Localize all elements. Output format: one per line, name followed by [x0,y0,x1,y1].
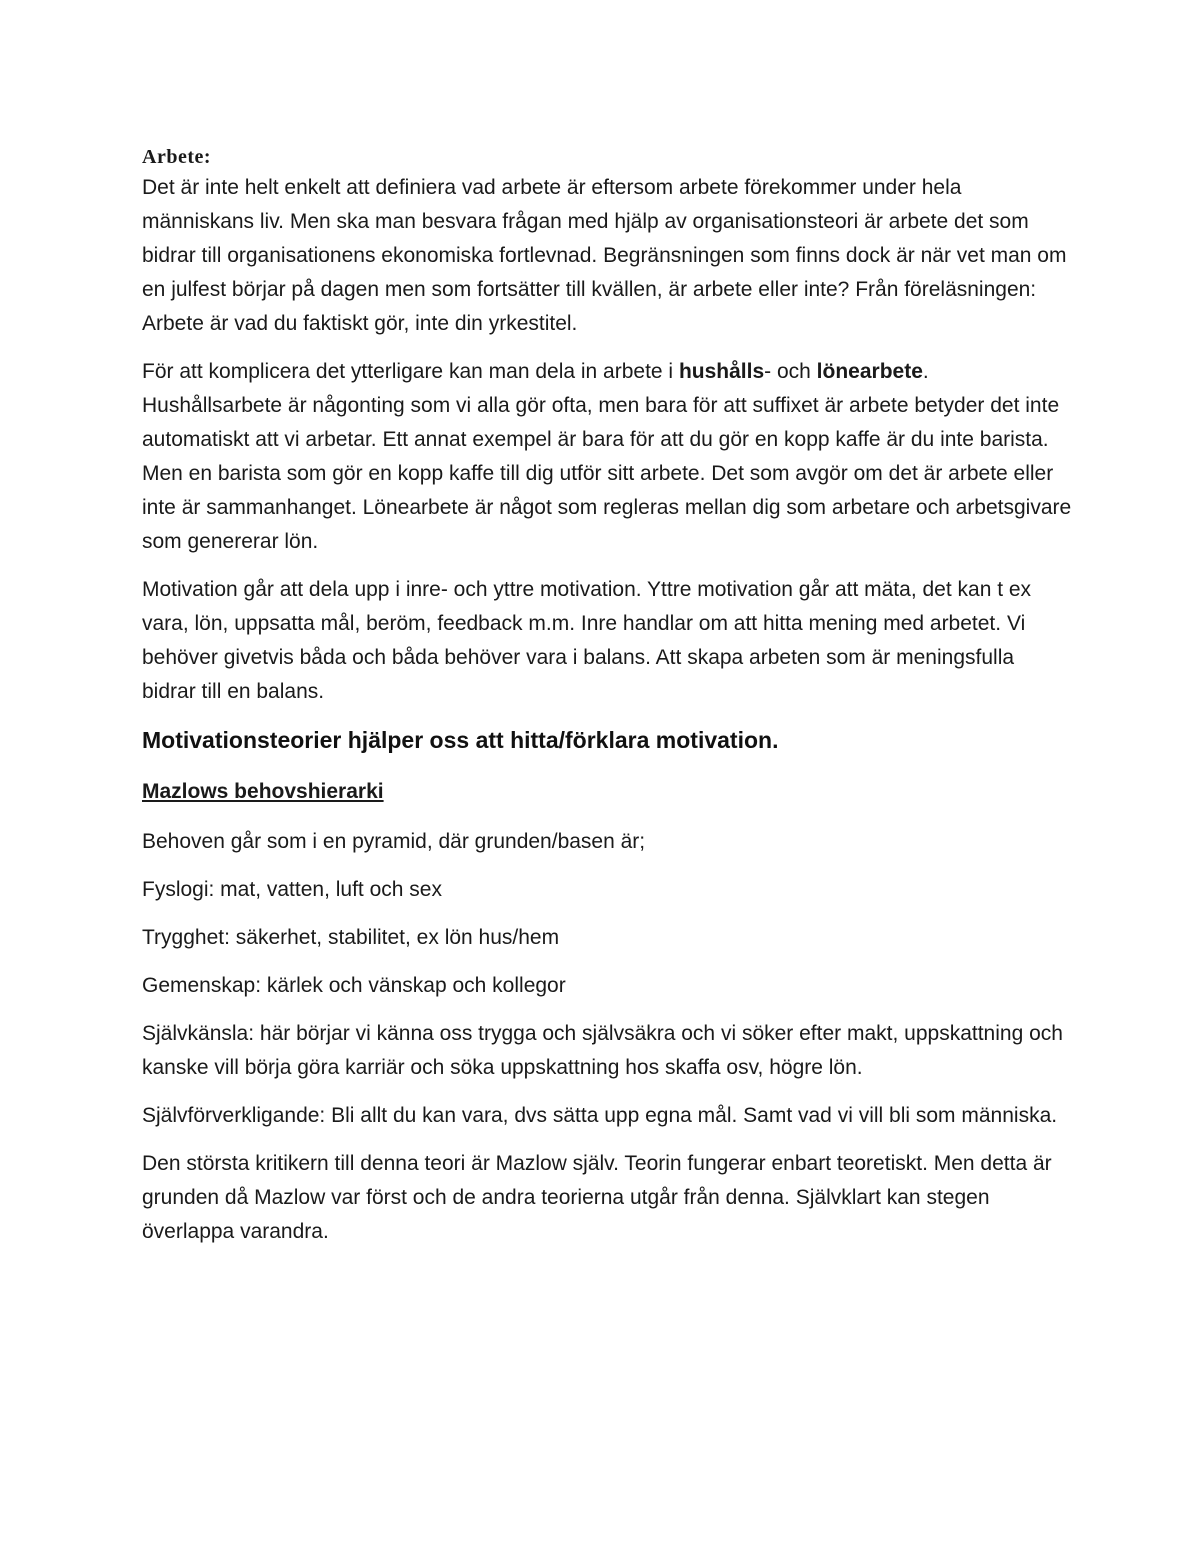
paragraph-critique: Den största kritikern till denna teori är Mazlow själv. Teorin fungerar enbart teoretiskt. Men detta är grunden då Mazlow var först och de andra teorierna utgår från denna. Självklart kan stegen överlappa varandra. [142,1152,1052,1243]
paragraph-pyramid-intro: Behoven går som i en pyramid, där grunden/basen är; [142,830,646,853]
paragraph-text: - och [764,360,817,383]
motivation-theories-heading: Motivationsteorier hjälper oss att hitta/förklara motivation. [142,727,779,753]
document-page [142,143,1072,1263]
paragraph-belonging: Gemenskap: kärlek och vänskap och kollegor [142,974,566,997]
bold-term-wage-work: lönearbete [816,360,923,383]
paragraph-esteem: Självkänsla: här börjar vi känna oss trygga och självsäkra och vi söker efter makt, uppskattning och kanske vill börja göra karriär och söka uppskattning hos skaffa osv, högre lön. [142,1022,1063,1079]
paragraph-text: . Hushållsarbete är någonting som vi alla gör ofta, men bara för att suffixet är arbete betyder det inte automatiskt att vi arbetar. Ett annat exempel är bara för att du gör en kopp kaffe är du inte barista. Men en barista som gör en kopp kaffe till dig utför sitt arbete. Det som avgör om det är arbete eller inte är sammanhanget. Lönearbete är något som regleras mellan dig som arbetare och arbetsgivare som genererar lön. [142,360,1072,553]
paragraph-text: För att komplicera det ytterligare kan man dela in arbete i [142,360,679,383]
paragraph-motivation: Motivation går att dela upp i inre- och yttre motivation. Yttre motivation går att mäta, det kan t ex vara, lön, uppsatta mål, beröm, feedback m.m. Inre handlar om att hitta mening med arbetet. Vi behöver givetvis båda och båda behöver vara i balans. Att skapa arbeten som är meningsfulla bidrar till en balans. [142,578,1032,703]
paragraph-safety: Trygghet: säkerhet, stabilitet, ex lön hus/hem [142,926,560,949]
maslow-subheading: Mazlows behovshierarki [142,780,384,803]
section-title: Arbete: [142,146,212,168]
paragraph-work-types [142,355,1072,559]
paragraph-definition: Det är inte helt enkelt att definiera vad arbete är eftersom arbete förekommer under hela människans liv. Men ska man besvara frågan med hjälp av organisationsteori är arbete det som bidrar till organisationens ekonomiska fortlevnad. Begränsningen som finns dock är när vet man om en julfest börjar på dagen men som fortsätter till kvällen, är arbete eller inte? Från föreläsningen: Arbete är vad du faktiskt gör, inte din yrkestitel. [142,176,1067,335]
paragraph-physiology: Fyslogi: mat, vatten, luft och sex [142,878,442,901]
bold-term-household: hushålls [678,360,765,383]
paragraph-self-actualization: Självförverkligande: Bli allt du kan vara, dvs sätta upp egna mål. Samt vad vi vill bli som människa. [142,1104,1058,1127]
